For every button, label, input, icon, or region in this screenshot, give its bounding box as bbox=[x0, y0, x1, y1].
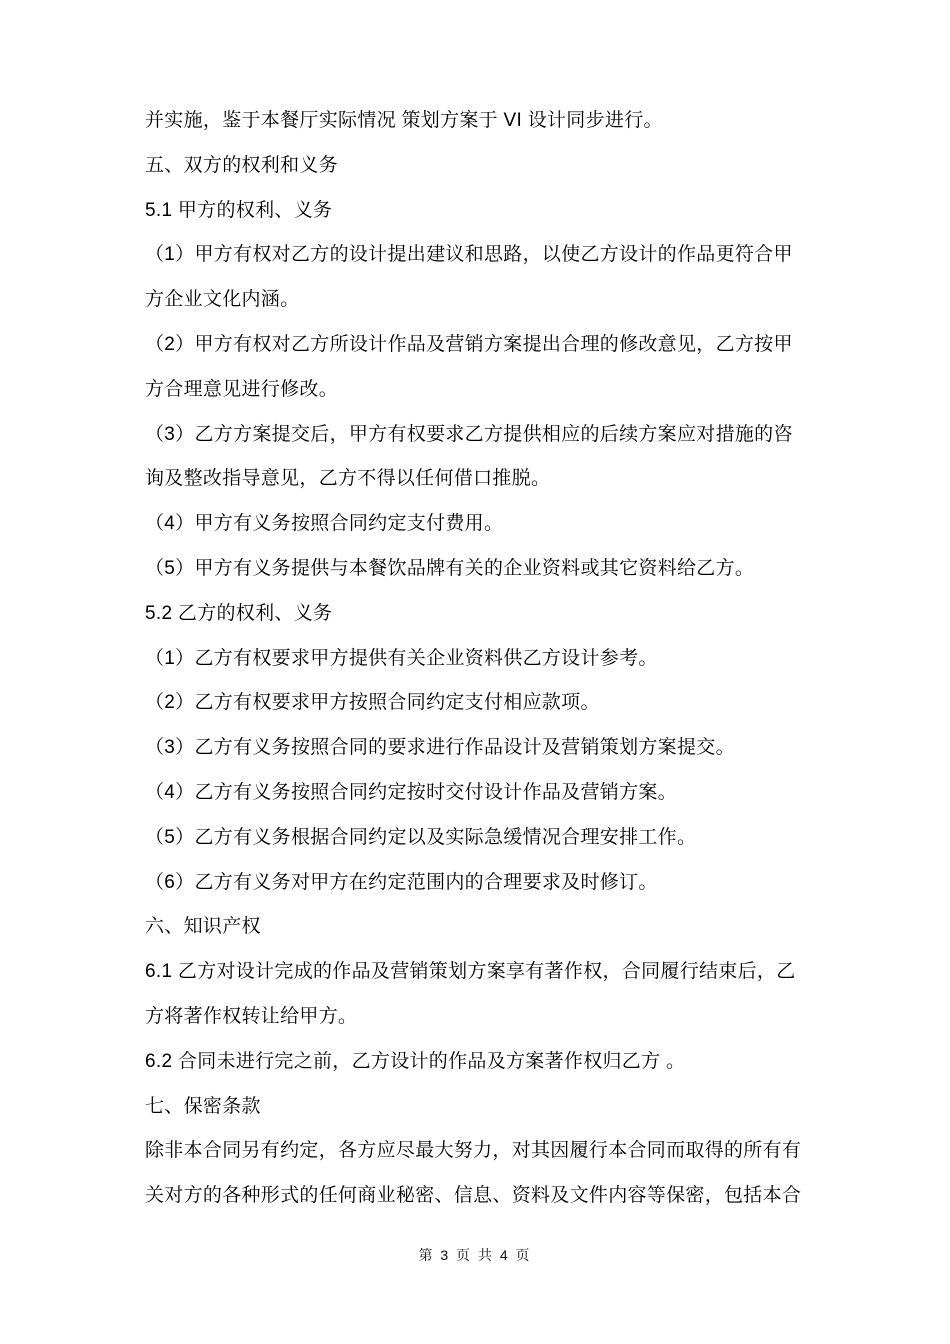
section-heading: 六、知识产权 bbox=[145, 916, 261, 938]
document-line: （2）甲方有权对乙方所设计作品及营销方案提出合理的修改意见，乙方按甲 bbox=[145, 333, 793, 355]
section-heading: 七、保密条款 bbox=[145, 1095, 261, 1117]
document-line: （4）甲方有义务按照合同约定支付费用。 bbox=[145, 513, 504, 535]
document-line: （5）乙方有义务根据合同约定以及实际急缓情况合理安排工作。 bbox=[145, 826, 697, 848]
document-line: 关对方的各种形式的任何商业秘密、信息、资料及文件内容等保密，包括本合 bbox=[145, 1185, 802, 1207]
document-line: （3）乙方有义务按照合同的要求进行作品设计及营销策划方案提交。 bbox=[145, 737, 735, 759]
document-line: （6）乙方有义务对甲方在约定范围内的合理要求及时修订。 bbox=[145, 871, 658, 893]
document-body bbox=[145, 99, 890, 1219]
document-line: （2）乙方有权要求甲方按照合同约定支付相应款项。 bbox=[145, 692, 600, 714]
document-line: （1）乙方有权要求甲方提供有关企业资料供乙方设计参考。 bbox=[145, 647, 658, 669]
subsection-heading: 5.1 甲方的权利、义务 bbox=[145, 199, 333, 221]
document-line: 方企业文化内涵。 bbox=[145, 289, 300, 311]
document-line: 方合理意见进行修改。 bbox=[145, 378, 339, 400]
document-line: 除非本合同另有约定，各方应尽最大努力，对其因履行本合同而取得的所有有 bbox=[145, 1140, 802, 1162]
document-line: （4）乙方有义务按照合同约定按时交付设计作品及营销方案。 bbox=[145, 781, 677, 803]
section-heading: 五、双方的权利和义务 bbox=[145, 154, 339, 176]
document-line: （1）甲方有权对乙方的设计提出建议和思路，以使乙方设计的作品更符合甲 bbox=[145, 244, 793, 266]
document-line: 询及整改指导意见，乙方不得以任何借口推脱。 bbox=[145, 468, 551, 490]
document-line: 方将著作权转让给甲方。 bbox=[145, 1005, 358, 1027]
document-line: （3）乙方方案提交后，甲方有权要求乙方提供相应的后续方案应对措施的咨 bbox=[145, 423, 793, 445]
document-line: 6.1 乙方对设计完成的作品及营销策划方案享有著作权，合同履行结束后，乙 bbox=[145, 961, 796, 983]
page-number-footer: 第 3 页 共 4 页 bbox=[418, 1247, 532, 1263]
document-line: 6.2 合同未进行完之前，乙方设计的作品及方案著作权归乙方 。 bbox=[145, 1050, 686, 1072]
document-line: 并实施，鉴于本餐厅实际情况 策划方案于 VI 设计同步进行。 bbox=[145, 110, 663, 131]
subsection-heading: 5.2 乙方的权利、义务 bbox=[145, 602, 333, 624]
document-line: （5）甲方有义务提供与本餐饮品牌有关的企业资料或其它资料给乙方。 bbox=[145, 557, 755, 579]
